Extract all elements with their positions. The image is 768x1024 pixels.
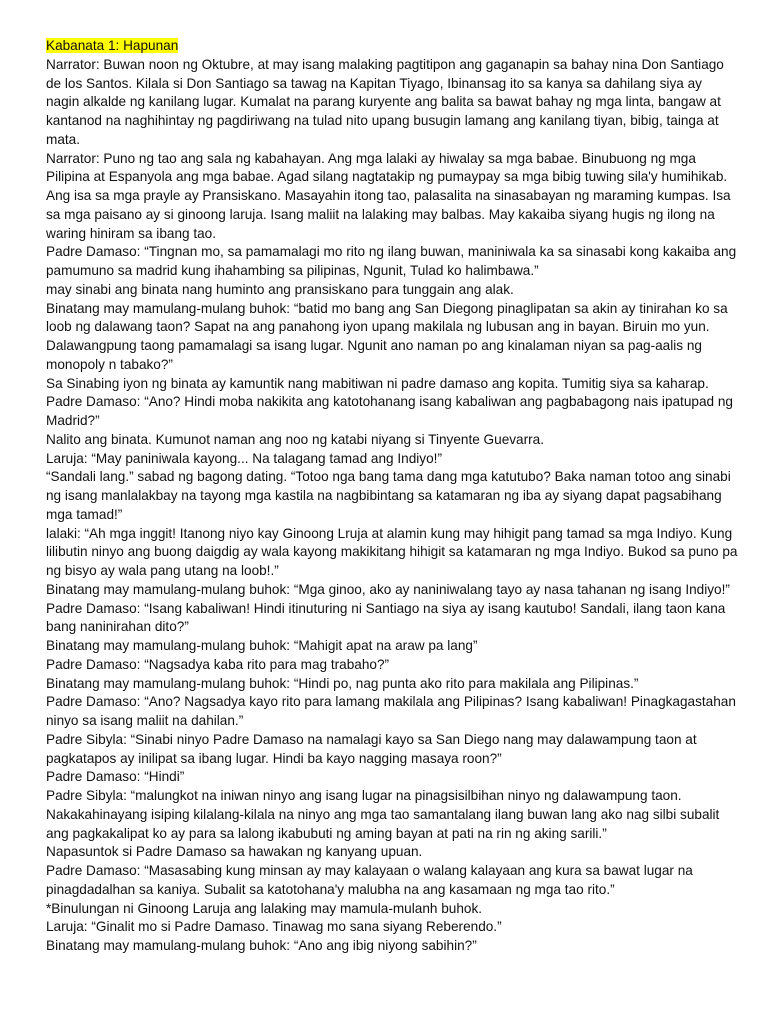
paragraph: Padre Damaso: “Ano? Nagsadya kayo rito para lamang makilala ang Pilipinas? Isang kabaliwan! Pinagkagastahan ninyo sa isang maliit na dahilan.” [46,694,736,728]
paragraph: Padre Damaso: “Ano? Hindi moba nakikita ang katotohanang isang kabaliwan ang pagbabagong nais ipatupad ng Madrid?” [46,394,733,428]
paragraph: Binatang may mamulang-mulang buhok: “Hindi po, nag punta ako rito para makilala ang Pilipinas.” [46,675,639,691]
paragraph: Padre Sibyla: “Sinabi ninyo Padre Damaso na namalagi kayo sa San Diego nang may dalawampung taon at pagkatapos ay inilipat sa ibang lugar. Hindi ba kayo nagging masaya roon?” [46,731,697,766]
paragraph: Narrator: Puno ng tao ang sala ng kabahayan. Ang mga lalaki ay hiwalay sa mga babae. Binubuong ng mga Pilipina at Espanyola ang mga babae. Agad silang nagtatakip ng pumaypay sa mga bibig tuwing sila'y humihikab. Ang isa sa mga prayle ay Pransiskano. Masayahin itong tao, palasalita na sinasabayan ng maraming kumpas. Isa sa mga paisano ay si ginoong laruja. Isang maliit na lalaking may balbas. May kakaiba siyang hugis ng ilong na waring hiniram sa ibang tao. [46,150,731,241]
paragraph: Laruja: “May paniniwala kayong... Na talagang tamad ang Indiyo!” [46,450,442,466]
paragraph: Padre Damaso: “Nagsadya kaba rito para mag trabaho?” [46,656,390,672]
paragraph: Binatang may mamulang-mulang buhok: “Ano ang ibig niyong sabihin?” [46,938,477,953]
paragraph: Padre Damaso: “Masasabing kung minsan ay may kalayaan o walang kalayaan ang kura sa bawat lugar na pinagdadalhan sa kaniya. Subalit sa katotohana'y malubha na ang kasamaan ng mga tao rito.” [46,863,693,897]
paragraph: Sa Sinabing iyon ng binata ay kamuntik nang mabitiwan ni padre damaso ang kopita. Tumitig siya sa kaharap. [46,375,709,391]
paragraph: lalaki: “Ah mga inggit! Itanong niyo kay Ginoong Lruja at alamin kung may hihigit pang tamad sa mga Indiyo. Kung lilibutin ninyo ang buong daigdig ay wala kayong makikitang hihigit sa katamaran ng mga Indiyo. Bukod sa puno pa ng bisyo ay wala pang utang na loob!.” [46,525,738,578]
paragraph: Napasuntok si Padre Damaso sa hawakan ng kanyang upuan. [46,844,423,860]
paragraph: Padre Sibyla: “malungkot na iniwan ninyo ang isang lugar na pinagsisilbihan ninyo ng dalawampung taon. Nakakahinayang isiping kilalang-kilala na ninyo ang mga tao samantalang ilang buwan lang ako nag silbi subalit ang pagkakalipat ko ay para sa lalong ikabubuti ng aming bayan at pati na rin ng aking sarili.” [46,788,720,841]
paragraph: Nalito ang binata. Kumunot naman ang noo ng katabi niyang si Tinyente Guevarra. [46,431,545,447]
paragraph: Binatang may mamulang-mulang buhok: “batid mo bang ang San Diegong pinaglipatan sa akin ay tinirahan ko sa loob ng dalawang taon? Sapat na ang panahong iyon upang makilala ng lubusan ang in bayan. Biruin mo yun. Dalawangpung taong pamamalagi sa isang lugar. Ngunit ano naman po ang kinalaman niyan sa pag-aalis ng monopoly n tabako?” [46,300,728,372]
paragraph: Padre Damaso: “Hindi” [46,769,185,785]
paragraph: Laruja: “Ginalit mo si Padre Damaso. Tinawag mo sana siyang Reberendo.” [46,919,502,935]
title-line [46,37,738,56]
paragraph: Binatang may mamulang-mulang buhok: “Mga ginoo, ako ay naniniwalang tayo ay nasa tahanan ng isang Indiyo!” [46,581,730,597]
paragraph: Padre Damaso: “Tingnan mo, sa pamamalagi mo rito ng ilang buwan, maniniwala ka sa sinasabi kong kakaiba ang pamumuno sa madrid kung ihahambing sa pilipinas, Ngunit, Tulad ko halimbawa.” [46,244,737,278]
paragraph: *Binulungan ni Ginoong Laruja ang lalaking may mamula-mulanh buhok. [46,900,483,916]
paragraph: “Sandali lang.” sabad ng bagong dating. “Totoo nga bang tama dang mga katutubo? Baka naman totoo ang sinabi ng isang manlalakbay na tayong mga kastila na nagbibintang sa katamaran ng iba ay siyang dapat pagsabihang mga tamad!” [46,469,731,522]
paragraph: Padre Damaso: “Isang kabaliwan! Hindi itinuturing ni Santiago na siya ay isang kautubo! Sandali, ilang taon kana bang naninirahan dito?” [46,600,726,635]
paragraph: Binatang may mamulang-mulang buhok: “Mahigit apat na araw pa lang” [46,638,478,653]
chapter-title: Kabanata 1: Hapunan [46,38,179,53]
paragraph: may sinabi ang binata nang huminto ang pransiskano para tunggain ang alak. [46,281,514,297]
paragraph: Narrator: Buwan noon ng Oktubre, at may isang malaking pagtitipon ang gaganapin sa bahay nina Don Santiago de los Santos. Kilala si Don Santiago sa tawag na Kapitan Tiyago, Ibinansag ito sa kanya sa dahilang siya ay nagin alkalde ng kanilang lugar. Kumalat na parang kuryente ang balita sa bawat bahay ng mga linta, bangaw at kantanod na naghihintay ng pagdiriwang na tulad nito upang busugin lamang ang kanilang tiyan, bibig, tainga at mata. [46,56,724,147]
